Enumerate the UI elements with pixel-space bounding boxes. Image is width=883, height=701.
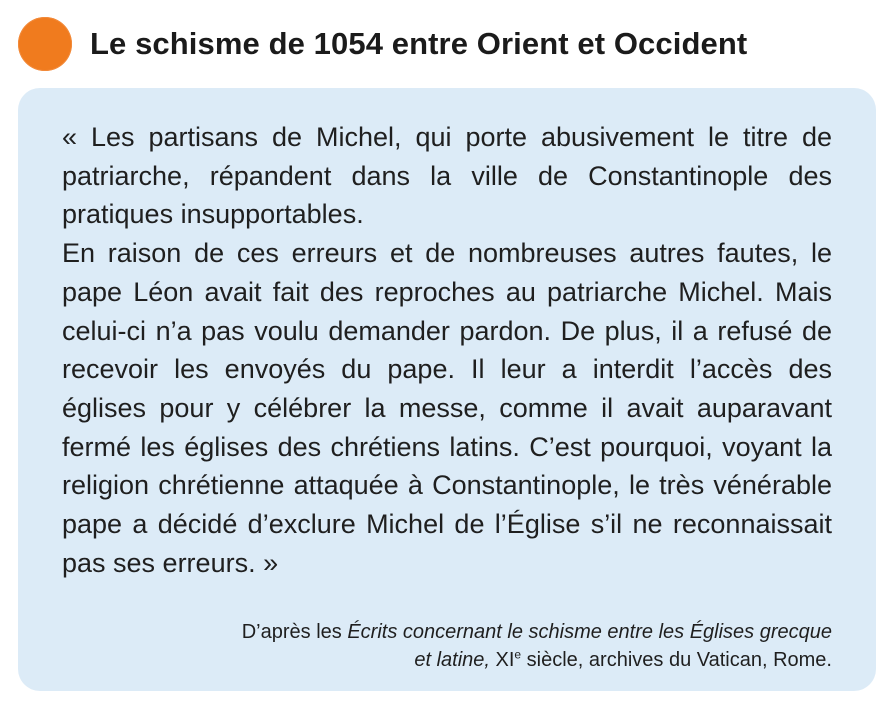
source-title-line-1: Écrits concernant le schisme entre les Églises grecque [347,621,832,643]
quote-paragraph-2: En raison de ces erreurs et de nombreuses autres fautes, le pape Léon avait fait des reproches au patriarche Michel. Mais celui-ci n’a pas voulu demander pardon. De plus, il a refusé de recevoir les envoyés du pape. Il leur a interdit l’accès des églises pour y célébrer la messe, comme il avait auparavant fermé les églises des chrétiens latins. C’est pourquoi, voyant la religion chrétienne attaquée à Constantinople, le très vénérable pape a décidé d’exclure Michel de l’Église s’il ne reconnaissait pas ses erreurs. » [62,238,832,578]
page-title: Le schisme de 1054 entre Orient et Occident [90,26,748,61]
section-header [18,16,747,72]
source-title-line-2: et latine, [414,649,490,671]
source-prefix: D’après les [241,621,348,643]
quote-paragraph-1: « Les partisans de Michel, qui porte abusivement le titre de patriarche, répandent dans la ville de Constantinople des pratiques insupportables. [62,122,832,230]
source-suffix: siècle, archives du Vatican, Rome. [521,649,832,671]
orange-circle-icon [18,17,72,71]
source-century: XI [489,649,515,671]
source-century-sup: e [514,647,522,662]
quote-text [62,118,832,582]
source-citation [62,618,832,674]
